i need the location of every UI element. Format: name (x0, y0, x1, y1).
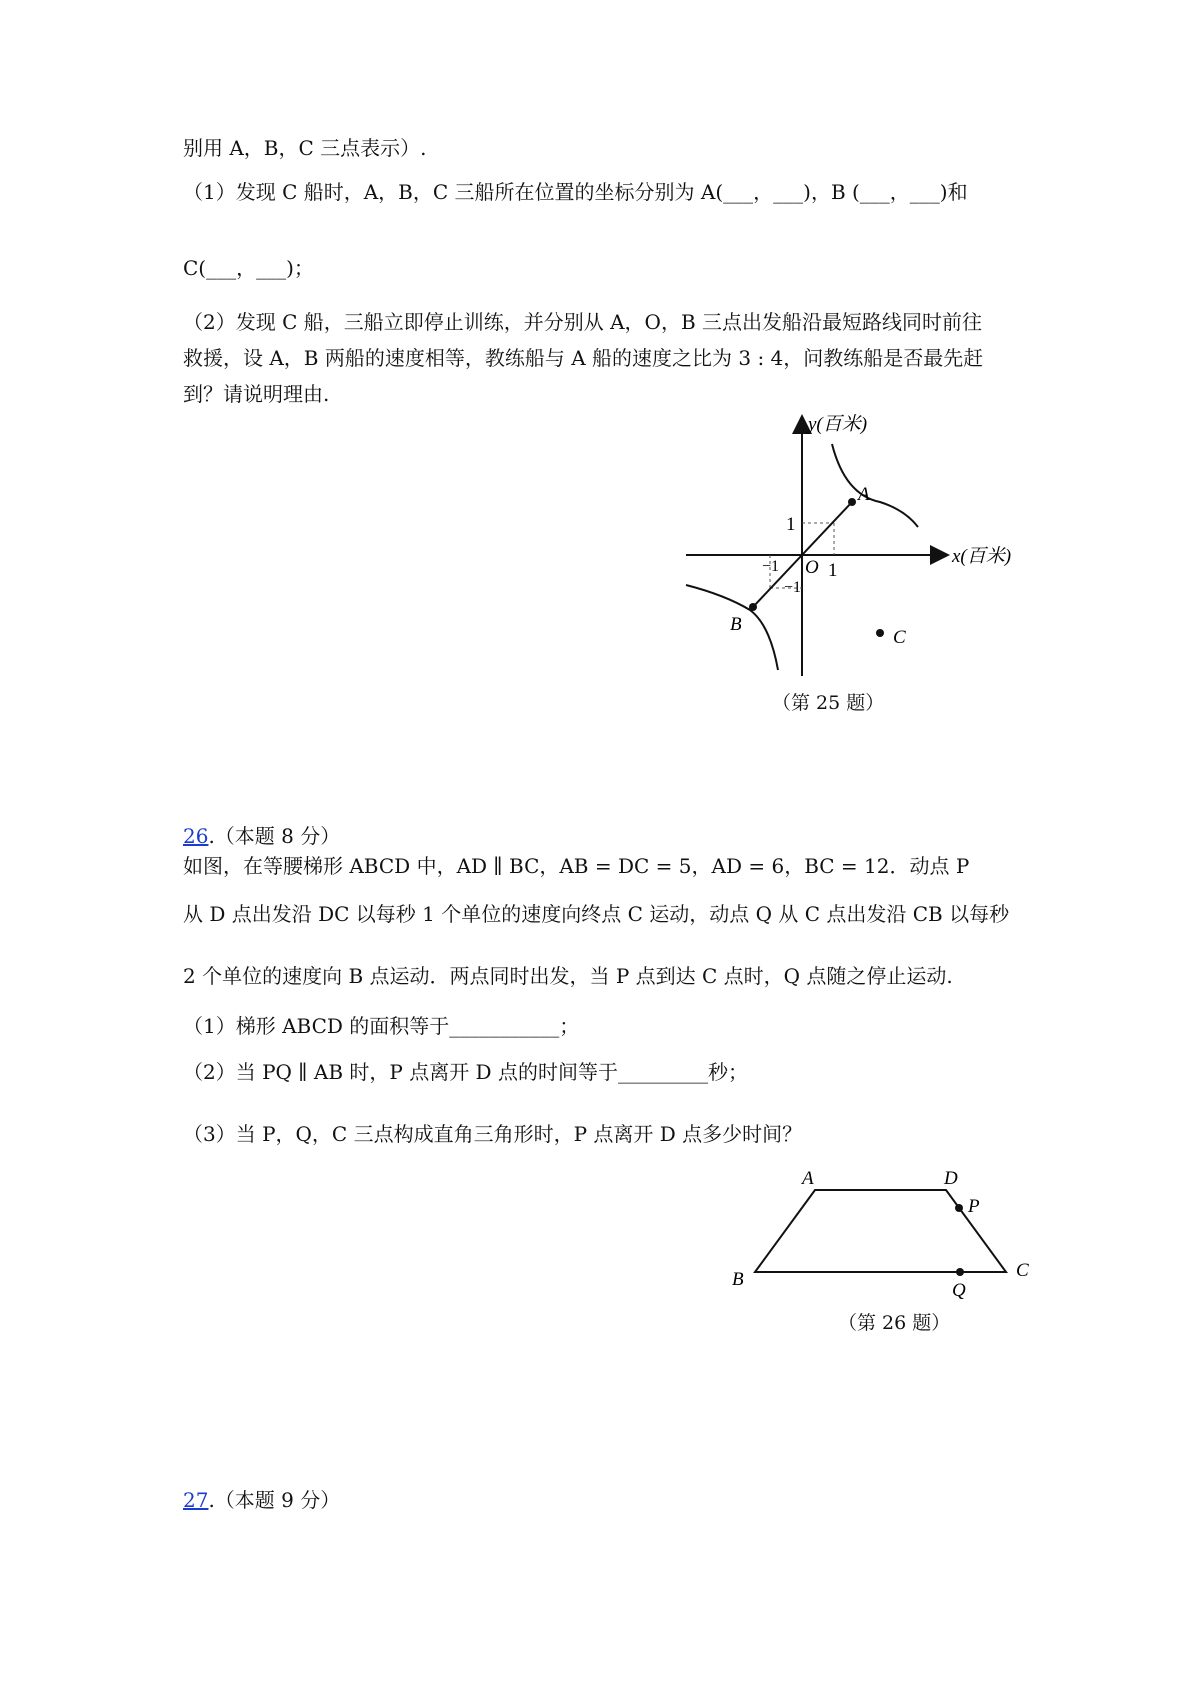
q26-figure-caption: （第 26 题） (838, 1312, 951, 1334)
x-axis-label: x(百米) (952, 546, 1012, 567)
q25-coordinate-figure (680, 410, 1040, 680)
q26-trapezoid-figure (720, 1160, 1040, 1300)
q27-header-rest: .（本题 9 分） (208, 1488, 341, 1512)
q26-part3: （3）当 P，Q，C 三点构成直角三角形时，P 点离开 D 点多少时间？ (183, 1122, 803, 1146)
hyperbola-branch-upper (832, 444, 918, 527)
q26-line1: 如图，在等腰梯形 ABCD 中，AD ∥ BC，AB = DC = 5，AD = 6，BC = 12．动点 P (183, 854, 970, 878)
point-q-dot (956, 1268, 964, 1276)
tick-y-neg: −1 (784, 579, 802, 596)
point-a-dot (848, 498, 856, 506)
q25-part1-line1: （1）发现 C 船时，A，B，C 三船所在位置的坐标分别为 A(___，___)，B (___，___)和 (183, 180, 968, 204)
q25-part2-line3: 到？请说明理由. (183, 382, 330, 406)
q26-header (183, 822, 340, 850)
tick-x-pos: 1 (828, 560, 838, 581)
point-b-dot (749, 603, 757, 611)
q25-figure-caption: （第 25 题） (772, 692, 885, 714)
label-p: P (968, 1196, 980, 1217)
label-q: Q (952, 1280, 966, 1300)
point-c-dot (876, 629, 884, 637)
y-axis-label: y(百米) (808, 414, 868, 435)
q27-number-link[interactable]: 27 (183, 1488, 209, 1512)
q26-number-link[interactable]: 26 (183, 824, 209, 848)
label-b: B (732, 1269, 744, 1290)
tick-x-neg: −1 (762, 558, 780, 575)
q25-intro-tail: 别用 A，B，C 三点表示）. (183, 136, 427, 160)
q26-line2: 从 D 点出发沿 DC 以每秒 1 个单位的速度向终点 C 运动，动点 Q 从 C 点出发沿 CB 以每秒 (183, 902, 1010, 926)
q25-part2-line1: （2）发现 C 船，三船立即停止训练，并分别从 A，O，B 三点出发船沿最短路线同时前往 (183, 310, 982, 334)
q27-header (183, 1486, 340, 1514)
q25-part2-line2: 救援，设 A，B 两船的速度相等，教练船与 A 船的速度之比为 3 : 4，问教练船是否最先赶 (183, 346, 984, 370)
q26-part2: （2）当 PQ ∥ AB 时，P 点离开 D 点的时间等于_________秒； (183, 1060, 748, 1084)
label-d: D (944, 1168, 958, 1189)
q26-part1: （1）梯形 ABCD 的面积等于___________； (183, 1014, 580, 1038)
tick-y-pos: 1 (786, 514, 796, 535)
origin-label: O (805, 557, 819, 578)
q26-line3: 2 个单位的速度向 B 点运动．两点同时出发，当 P 点到达 C 点时，Q 点随之停止运动. (183, 964, 953, 988)
q26-header-rest: .（本题 8 分） (208, 824, 341, 848)
point-a-label: A (858, 484, 870, 505)
label-a: A (802, 1168, 814, 1189)
label-c: C (1016, 1260, 1029, 1281)
point-p-dot (955, 1204, 963, 1212)
point-b-label: B (730, 614, 742, 635)
point-c-label: C (893, 627, 906, 648)
q25-part1-line2: C(___，___)； (183, 256, 314, 280)
